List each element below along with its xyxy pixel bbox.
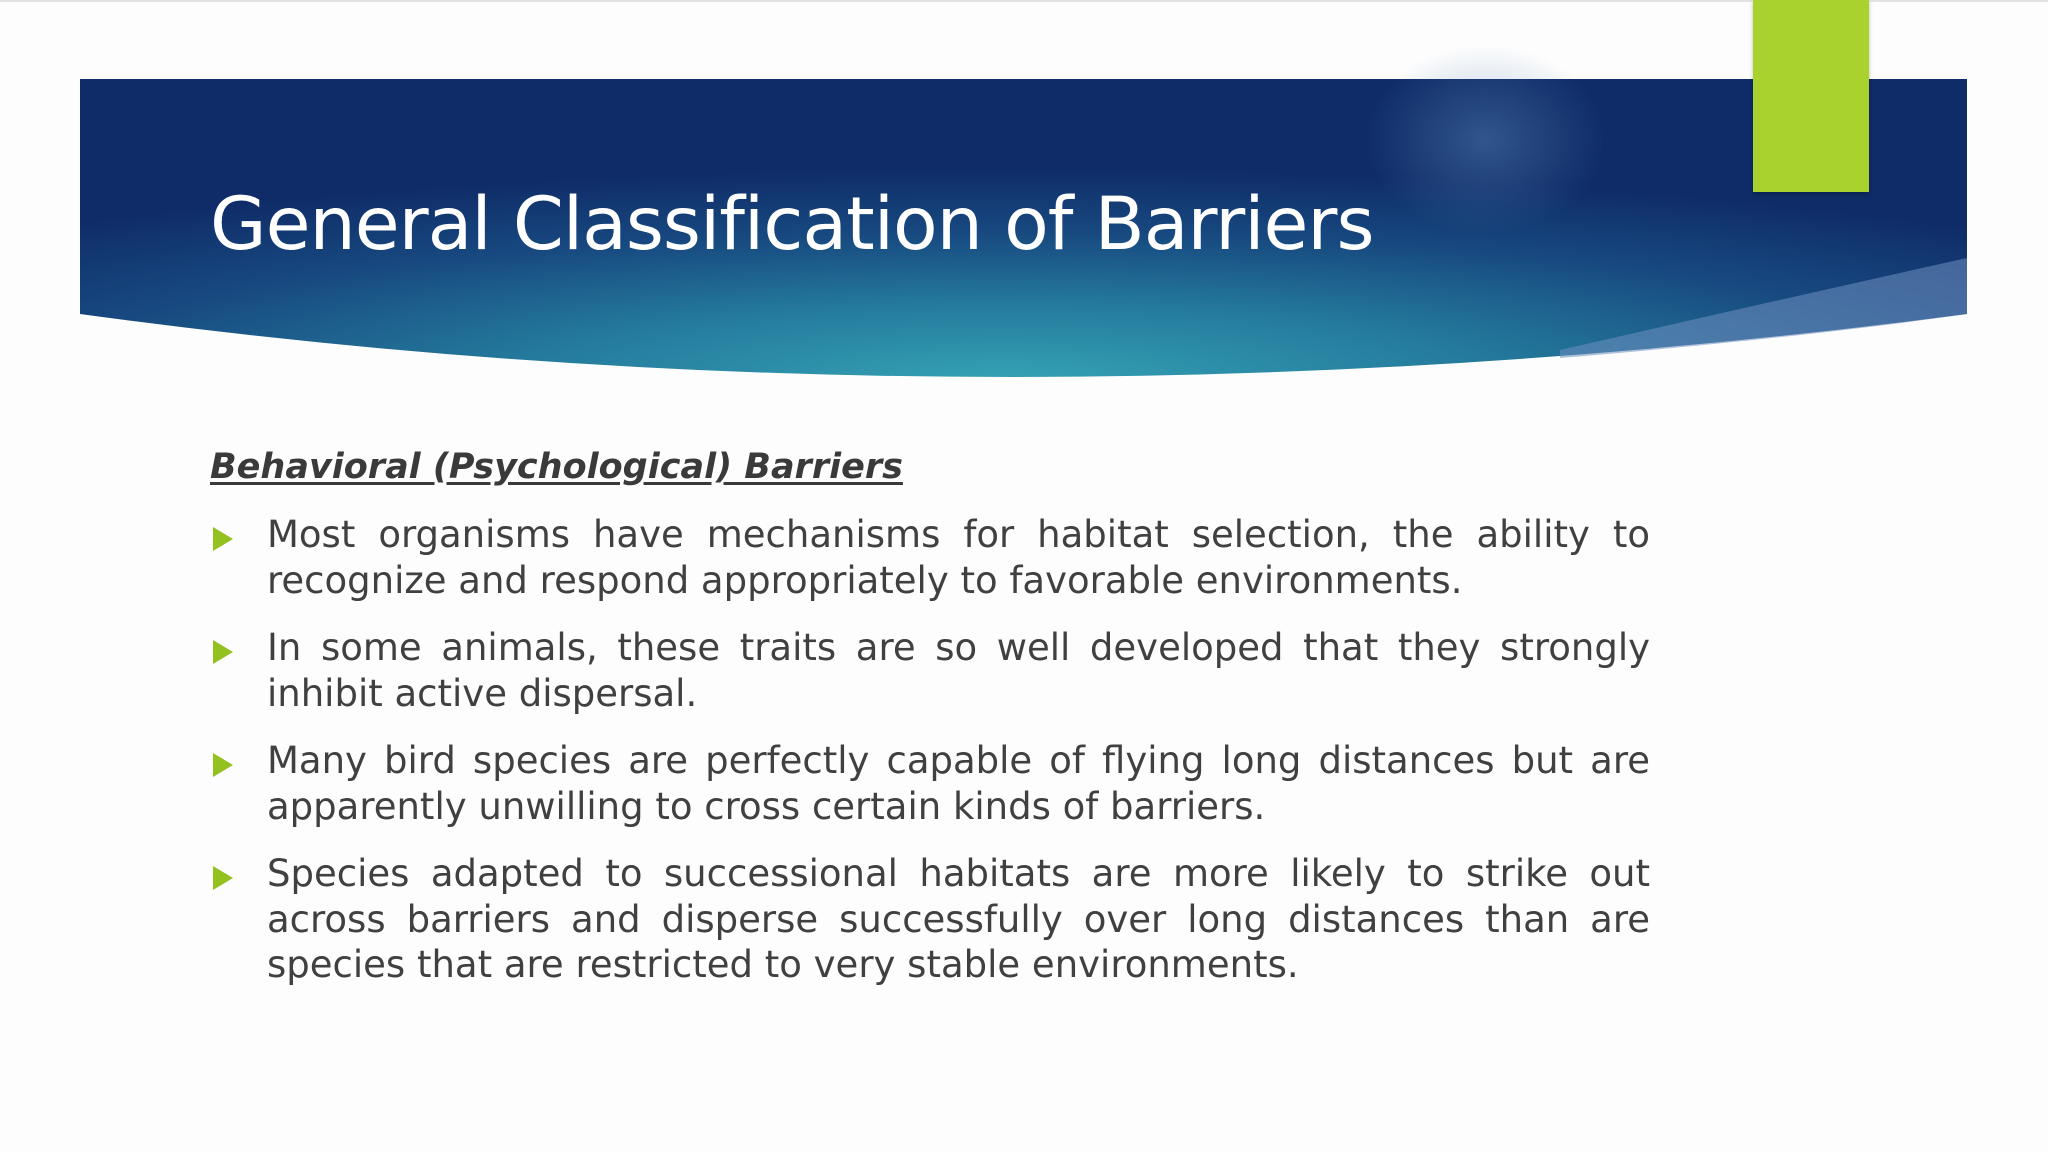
bullet-text: In some animals, these traits are so well developed that they strongly inhibit active dispersal. [267, 626, 1650, 715]
section-heading: Behavioral (Psychological) Barriers [210, 447, 903, 487]
list-item [210, 738, 1650, 829]
slide-title: General Classification of Barriers [210, 182, 1374, 267]
triangle-arrow-icon [213, 640, 233, 664]
bullet-text: Most organisms have mechanisms for habitat selection, the ability to recognize and respond appropriately to favorable environments. [267, 513, 1650, 602]
accent-tab [1753, 0, 1869, 192]
triangle-arrow-icon [213, 753, 233, 777]
bullet-text: Species adapted to successional habitats are more likely to strike out across barriers and disperse successfully over long distances than are species that are restricted to very stable environments. [267, 852, 1650, 986]
bullet-list [210, 512, 1650, 1010]
list-item [210, 512, 1650, 603]
bullet-text: Many bird species are perfectly capable of flying long distances but are apparently unwilling to cross certain kinds of barriers. [267, 739, 1650, 828]
list-item [210, 851, 1650, 988]
triangle-arrow-icon [213, 527, 233, 551]
list-item [210, 625, 1650, 716]
triangle-arrow-icon [213, 866, 233, 890]
